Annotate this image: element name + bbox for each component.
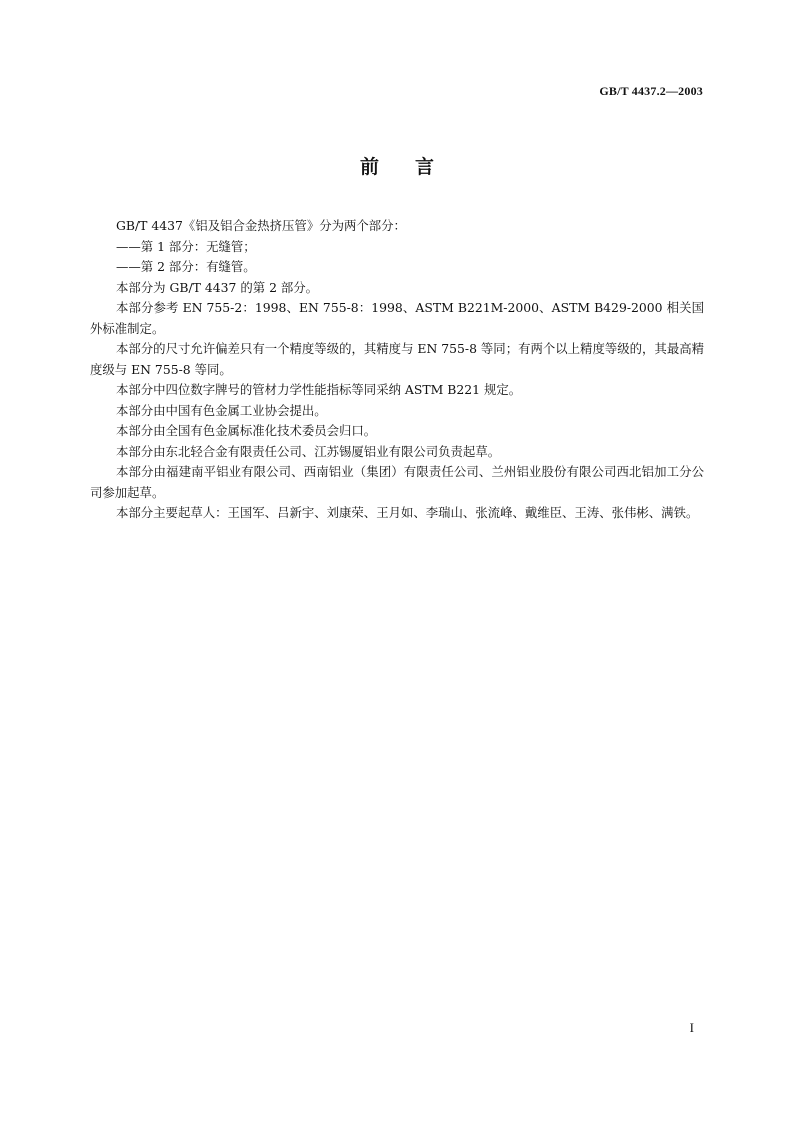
paragraph: 本部分参考 EN 755-2：1998、EN 755-8：1998、ASTM B221M-2000、ASTM B429-2000 相关国外标准制定。	[90, 300, 704, 336]
standard-code: GB/T 4437.2—2003	[599, 84, 703, 98]
paragraph: GB/T 4437《铝及铝合金热挤压管》分为两个部分：	[116, 218, 406, 233]
paragraph: 本部分由全国有色金属标准化技术委员会归口。	[116, 423, 377, 438]
paragraph: 本部分的尺寸允许偏差只有一个精度等级的，其精度与 EN 755-8 等同；有两个以上精度等级的，其最高精度级与 EN 755-8 等同。	[90, 341, 704, 377]
paragraph: 本部分由中国有色金属工业协会提出。	[116, 402, 327, 418]
paragraph: 本部分主要起草人：王国军、吕新宇、刘康荣、王月如、李瑞山、张流峰、戴维臣、王涛、张伟彬、满铁。	[116, 505, 699, 520]
paragraph: 本部分由福建南平铝业有限公司、西南铝业（集团）有限责任公司、兰州铝业股份有限公司西北铝加工分公司参加起草。	[90, 464, 704, 500]
paragraph: 本部分为 GB/T 4437 的第 2 部分。	[116, 279, 319, 295]
paragraph: ——第 1 部分：无缝管；	[116, 238, 256, 254]
paragraph: ——第 2 部分：有缝管。	[116, 259, 256, 274]
paragraph: 本部分由东北轻合金有限责任公司、江苏锡厦铝业有限公司负责起草。	[116, 443, 501, 459]
paragraph: 本部分中四位数字牌号的管材力学性能指标等同采纳 ASTM B221 规定。	[116, 382, 522, 397]
page-number: I	[689, 1020, 694, 1035]
page-title: 前言	[359, 156, 470, 178]
document-body	[90, 216, 704, 524]
